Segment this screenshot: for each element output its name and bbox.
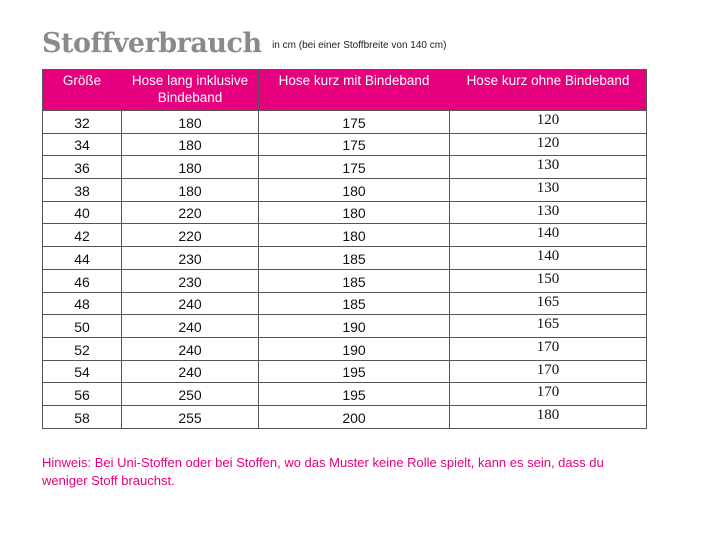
cell-size: 56 [43,383,122,406]
cell-short-with-tie: 195 [259,383,450,406]
cell-short-without-tie: 120 [450,111,647,134]
cell-short-with-tie: 175 [259,156,450,179]
cell-long-pants: 240 [122,292,259,315]
cell-short-without-tie: 170 [450,383,647,406]
cell-short-without-tie: 170 [450,360,647,383]
table-row [43,179,647,202]
cell-short-with-tie: 200 [259,405,450,428]
cell-short-with-tie: 175 [259,133,450,156]
page-title: Stoffverbrauch [42,28,262,59]
cell-long-pants: 230 [122,247,259,270]
cell-size: 50 [43,315,122,338]
cell-short-without-tie: 150 [450,269,647,292]
cell-size: 36 [43,156,122,179]
page-subtitle: in cm (bei einer Stoffbreite von 140 cm) [272,40,447,51]
cell-short-with-tie: 180 [259,179,450,202]
cell-short-with-tie: 185 [259,292,450,315]
cell-size: 58 [43,405,122,428]
cell-short-with-tie: 190 [259,315,450,338]
cell-size: 34 [43,133,122,156]
column-header-short-without-tie: Hose kurz ohne Bindeband [450,70,647,111]
cell-short-without-tie: 130 [450,201,647,224]
table-row [43,201,647,224]
table-header [43,70,647,111]
cell-long-pants: 220 [122,224,259,247]
cell-size: 40 [43,201,122,224]
cell-long-pants: 180 [122,133,259,156]
table-row [43,156,647,179]
table-row [43,360,647,383]
cell-long-pants: 220 [122,201,259,224]
cell-short-without-tie: 120 [450,133,647,156]
cell-short-with-tie: 185 [259,269,450,292]
cell-short-with-tie: 185 [259,247,450,270]
cell-long-pants: 180 [122,179,259,202]
column-header-long-pants: Hose lang inklusive Bindeband [122,70,259,111]
cell-short-with-tie: 180 [259,201,450,224]
table-row [43,292,647,315]
cell-short-with-tie: 190 [259,337,450,360]
cell-size: 54 [43,360,122,383]
cell-short-with-tie: 175 [259,111,450,134]
cell-size: 52 [43,337,122,360]
cell-long-pants: 240 [122,315,259,338]
column-header-short-with-tie: Hose kurz mit Bindeband [259,70,450,111]
table-row [43,269,647,292]
fabric-usage-table [42,69,647,429]
cell-size: 44 [43,247,122,270]
cell-long-pants: 180 [122,156,259,179]
cell-short-without-tie: 140 [450,224,647,247]
cell-short-with-tie: 180 [259,224,450,247]
cell-size: 38 [43,179,122,202]
cell-size: 48 [43,292,122,315]
cell-short-without-tie: 165 [450,292,647,315]
table-row [43,247,647,270]
cell-short-without-tie: 170 [450,337,647,360]
cell-short-with-tie: 195 [259,360,450,383]
cell-long-pants: 240 [122,360,259,383]
cell-short-without-tie: 180 [450,405,647,428]
table-row [43,383,647,406]
cell-short-without-tie: 130 [450,156,647,179]
table-row [43,337,647,360]
column-header-size: Größe [43,70,122,111]
cell-size: 32 [43,111,122,134]
title-row [42,28,446,62]
header-row [43,70,647,111]
table-row [43,315,647,338]
cell-size: 46 [43,269,122,292]
cell-long-pants: 230 [122,269,259,292]
table-row [43,224,647,247]
cell-long-pants: 250 [122,383,259,406]
cell-short-without-tie: 130 [450,179,647,202]
cell-long-pants: 255 [122,405,259,428]
cell-short-without-tie: 165 [450,315,647,338]
table-body [43,111,647,429]
table-row [43,405,647,428]
cell-short-without-tie: 140 [450,247,647,270]
cell-long-pants: 240 [122,337,259,360]
cell-size: 42 [43,224,122,247]
cell-long-pants: 180 [122,111,259,134]
table-row [43,133,647,156]
hint-note: Hinweis: Bei Uni-Stoffen oder bei Stoffen, wo das Muster keine Rolle spielt, kann es sein, dass du weniger Stoff brauchst. [42,455,604,488]
table-row [43,111,647,134]
